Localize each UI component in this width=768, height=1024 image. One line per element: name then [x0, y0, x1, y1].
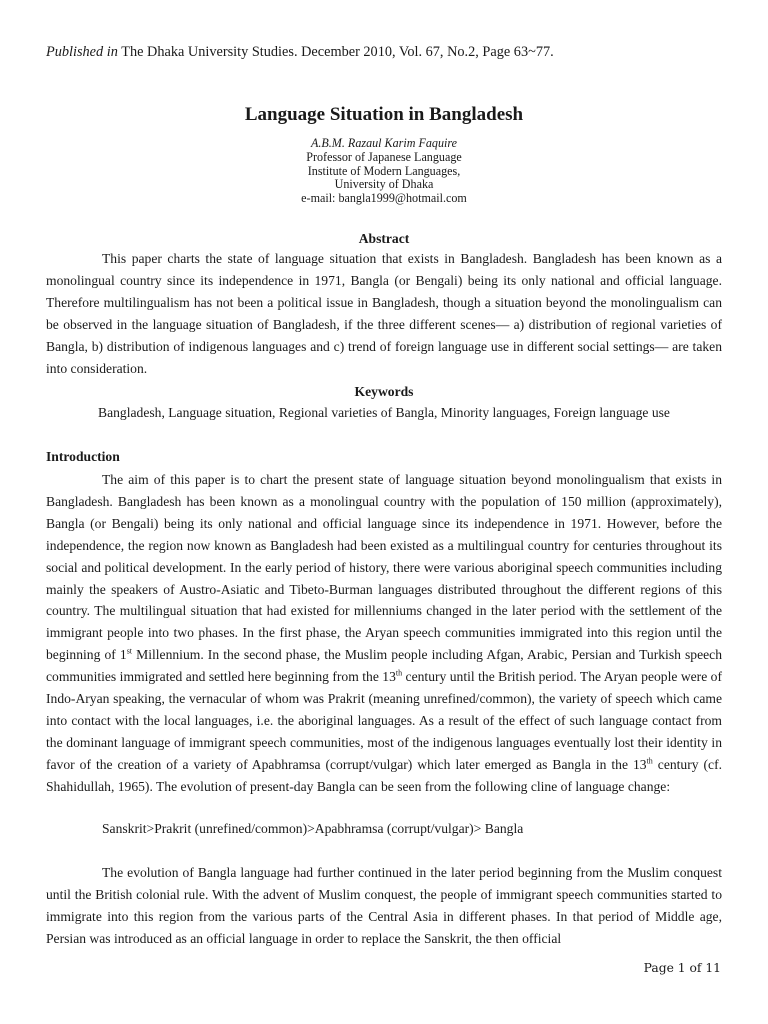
author-position: Professor of Japanese Language — [306, 149, 462, 164]
superscript-th: th — [395, 668, 403, 678]
abstract-paragraph: This paper charts the state of language situation that exists in Bangladesh. Bangladesh has been known as a monolingual country since its independence in 1971, Bangla (or Bengali) being its only national and official language. Therefore multilingualism has not been a political issue in Bangladesh, though a situation beyond the monolingualism can be observed in the language situation of Bangladesh, if the three different scenes— a) distribution of regional varieties of Bangla, b) distribution of indigenous languages and c) trend of foreign language use in different social settings— are taken into consideration. — [46, 251, 722, 376]
keywords-text: Bangladesh, Language situation, Regional varieties of Bangla, Minority languages, Foreign language use — [98, 405, 670, 420]
superscript-th: th — [646, 756, 653, 766]
author-institute: Institute of Modern Languages, — [307, 163, 461, 178]
author-name: A.B.M. Razaul Karim Faquire — [310, 136, 457, 150]
author-university: University of Dhaka — [334, 177, 434, 192]
language-change-cline: Sanskrit>Prakrit (unrefined/common)>Apabhramsa (corrupt/vulgar)> Bangla — [102, 821, 524, 836]
paper-title: Language Situation in Bangladesh — [244, 104, 524, 125]
intro-p1-part-a: The aim of this paper is to chart the present state of language situation beyond monolingualism that exists in Bangladesh. Bangladesh has been known as a monolingual country with the population of 150 million (approximately), Bangla (or Bengali) being its only national and official language since its independence in 1971. However, before the independence, the region now known as Bangladesh had been existed as a multilingual country for centuries throughout its social and political development. In the early period of history, there were various aboriginal speech communities including mainly the speakers of Austro-Asiatic and Tibeto-Burman languages distributed throughout the different regions of this country. The multilingual situation that had existed for millenniums changed in the later period with the settlement of the immigrant people into two phases. In the first phase, the Aryan speech communities immigrated into this region until the beginning of 1 — [46, 472, 722, 663]
author-email: e-mail: bangla1999@hotmail.com — [301, 191, 467, 206]
introduction-heading: Introduction — [46, 449, 120, 464]
abstract-heading: Abstract — [358, 231, 410, 246]
superscript-st: st — [126, 646, 133, 656]
intro-p1-part-c: century until the British period. The Aryan people were of Indo-Aryan speaking, the vernacular of whom was Prakrit (meaning unrefined/common), the variety of speech which came into contact with the local languages, i.e. the aboriginal languages. As a result of the effect of such language contact from the dominant language of immigrant speech communities, most of the indigenous languages eventually lost their identity in favor of the creation of a variety of Apabhramsa (corrupt/vulgar) which later emerged as Bangla in the 13 — [46, 669, 722, 772]
page-number: Page 1 of 11 — [643, 961, 721, 975]
introduction-body — [46, 469, 722, 798]
abstract-body — [46, 248, 722, 379]
intro-p1-part-b: Millennium. In the second phase, the Muslim people including Afgan, Arabic, Persian and Turkish speech communities immigrated and settled here beginning from the 13 — [46, 647, 722, 685]
intro-p1-part-d: century (cf. Shahidullah, 1965). The evolution of present-day Bangla can be seen from the following cline of language change: — [46, 756, 722, 794]
publication-text: The Dhaka University Studies. December 2010, Vol. 67, No.2, Page 63~77. — [121, 44, 554, 60]
publication-prefix: Published in — [46, 44, 118, 60]
author-block — [0, 137, 768, 206]
introduction-body-2 — [46, 862, 722, 950]
introduction-paragraph-2: The evolution of Bangla language had further continued in the later period beginning from the Muslim conquest until the British colonial rule. With the advent of Muslim conquest, the people of immigrant speech communities started to immigrate into this region from the various parts of the Central Asia in different phases. In that period of Middle age, Persian was introduced as an official language in order to replace the Sanskrit, the then official — [46, 865, 722, 946]
publication-line — [46, 42, 554, 62]
introduction-paragraph-1 — [46, 469, 722, 798]
keywords-heading: Keywords — [354, 384, 414, 399]
